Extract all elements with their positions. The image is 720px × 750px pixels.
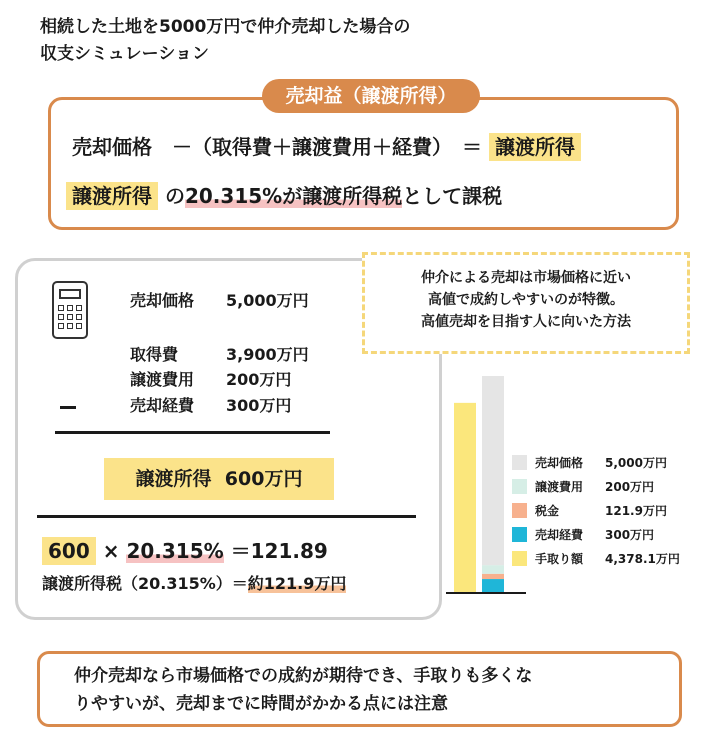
bar-segment-0-手取り額	[454, 403, 476, 592]
legend-swatch	[512, 503, 527, 518]
transfer-cost-label: 譲渡費用	[130, 370, 195, 389]
legend-label: 手取り額	[535, 552, 584, 566]
legend-value: 5,000万円	[605, 456, 667, 470]
tax-rate: 20.315%	[126, 539, 224, 563]
note-line-2: 高値で成約しやすいのが特徴。	[428, 292, 624, 308]
formula-tax: 譲渡所得税	[302, 184, 403, 208]
formula-label: 売却益（譲渡所得）	[262, 79, 480, 113]
legend-swatch	[512, 455, 527, 470]
note-line-3: 高値売却を目指す人に向いた方法	[421, 314, 631, 330]
legend-label: 売却価格	[535, 456, 584, 470]
legend-label: 税金	[535, 504, 560, 518]
page-title-line2: 収支シミュレーション	[40, 44, 209, 64]
formula-rate: 20.315%	[184, 184, 283, 208]
capital-gain-value: 600万円	[224, 468, 303, 490]
legend-value: 300万円	[605, 528, 655, 542]
legend-value: 4,378.1万円	[605, 552, 680, 566]
formula-suffix: として課税	[402, 184, 503, 208]
legend-label: 譲渡費用	[535, 480, 584, 494]
legend-swatch	[512, 479, 527, 494]
divider-line	[55, 431, 330, 434]
formula-prefix: の	[158, 184, 185, 208]
gain-amount: 600	[42, 537, 96, 565]
bar-segment-1-税金	[482, 574, 504, 579]
formula-term-highlight: 譲渡所得	[66, 182, 158, 210]
note-line-1: 仲介による売却は市場価格に近い	[421, 270, 631, 286]
tax-result-line	[42, 570, 346, 598]
tax-product: ＝121.89	[230, 539, 328, 563]
tax-result-value: 約121.9万円	[247, 574, 347, 593]
bottom-note-line-1: 仲介売却なら市場価格での成約が期待でき、手取りも多くな	[74, 666, 533, 686]
page-title-line1: 相続した土地を5000万円で仲介売却した場合の	[40, 17, 411, 37]
formula-expression: 売却価格 －（取得費＋譲渡費用＋経費） ＝	[72, 135, 489, 159]
sale-expense-label: 売却経費	[130, 396, 195, 415]
sale-expense-value: 300万円	[226, 396, 292, 415]
legend-value: 121.9万円	[605, 504, 667, 518]
bottom-note-line-2: りやすいが、売却までに時間がかかる点には注意	[74, 694, 448, 714]
minus-sign	[60, 406, 76, 409]
formula-row-2	[66, 176, 502, 216]
sale-price-value: 5,000万円	[226, 291, 309, 310]
legend-swatch	[512, 551, 527, 566]
bar-segment-1-譲渡費用	[482, 565, 504, 574]
page-title	[40, 14, 410, 68]
capital-gain-label: 譲渡所得	[135, 468, 212, 490]
calculator-icon	[52, 281, 88, 339]
sale-price-label: 売却価格	[130, 291, 195, 310]
bottom-note	[37, 651, 682, 727]
multiply-sign: ×	[102, 539, 120, 563]
capital-gain-result	[104, 458, 334, 500]
formula-rate-tax	[185, 184, 402, 208]
note-callout	[362, 252, 690, 354]
tax-result-label: 譲渡所得税（20.315%）＝	[42, 574, 248, 593]
formula-row-1	[72, 127, 581, 167]
bar-segment-1-売却価格	[482, 376, 504, 565]
tax-calculation	[42, 535, 328, 567]
acquisition-cost-value: 3,900万円	[226, 345, 309, 364]
transfer-cost-value: 200万円	[226, 370, 292, 389]
formula-mid: が	[282, 184, 303, 208]
legend-label: 売却経費	[535, 528, 584, 542]
formula-result-highlight: 譲渡所得	[489, 133, 581, 161]
bar-segment-1-売却経費	[482, 579, 504, 592]
acquisition-cost-label: 取得費	[130, 345, 179, 364]
chart-legend	[512, 455, 712, 575]
divider-line-2	[37, 515, 416, 518]
legend-swatch	[512, 527, 527, 542]
legend-value: 200万円	[605, 480, 655, 494]
